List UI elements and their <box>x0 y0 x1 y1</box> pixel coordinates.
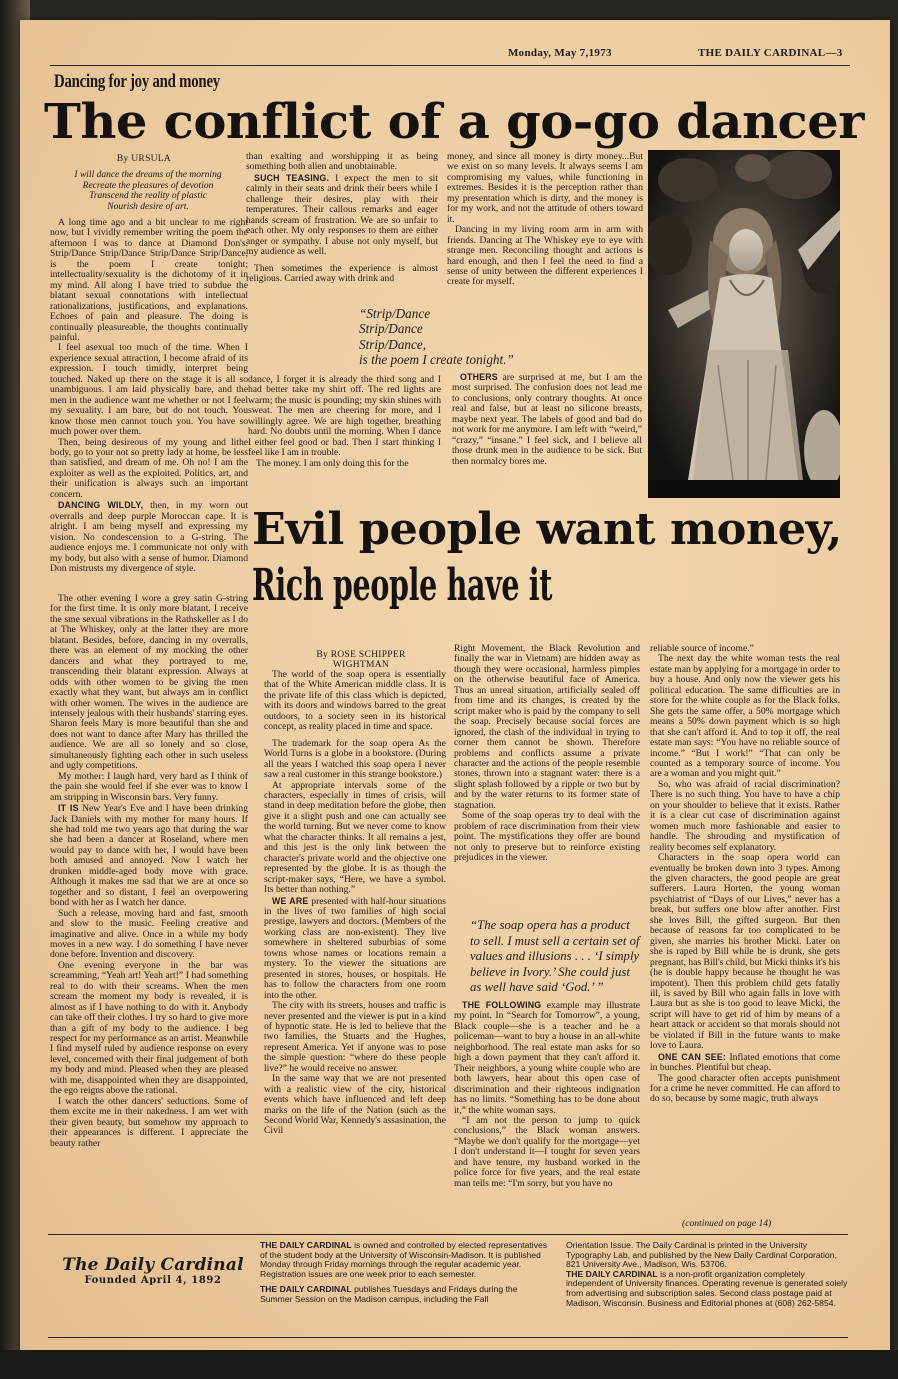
story2-column-a <box>264 670 446 1258</box>
paragraph-lead: SUCH TEASING. <box>254 172 330 183</box>
story2-column-c <box>650 644 840 1216</box>
pullquote-line: Strip/Dance, <box>359 336 427 352</box>
story1-column-2 <box>246 152 438 300</box>
paragraph-lead: WE ARE <box>272 895 309 906</box>
masthead <box>48 1255 258 1286</box>
story2-byline <box>274 650 448 670</box>
story2-pullquote: “The soap opera has a product to sell. I must sell a certain set of values and illusions . . . ‘I simply believe in Ivory.’ She could just as well have said ‘God.’ ” <box>470 918 640 995</box>
story1-column-3-lower <box>452 372 642 482</box>
pullquote-line: is the poem I create tonight.” <box>359 352 514 368</box>
paragraph: The other evening I wore a grey satin G-string for the first time. It is only more blatant. I receive the sme sexual vibrations in the Rathskeller as I do at The Whiskey, only at the latter they are more blatant. Besides, before, dancing in my overralls, there was an element of my mocking the other dancers and what they portrayed to me, transcending their blatant expression. Always at odds with other women to be giving the men exactly what they want, but always am in conflict with other women. The wives in the audience are intensely jealous with their husbands' starring eyes. Sharon feels Mary is more beautiful than she and does not want to dance after Mary has thrilled the audience. We are all so lonely and so close, simultaneously fighting each other in such useless and ugly competitions. <box>50 594 248 772</box>
paragraph-text: are surprised at me, but I am the most surprised. The confusion does not lead me to conclusions, only contrary thoughts. At once real and false, but at least no silicone breasts, maybe next year. The labels of good and bad do not work for me anymore. I am left with “weird,” “crazy,” “insane.” I feel sick, and I believe all those drunk men in the audience to be sick. But then normalcy bores me. <box>452 372 642 467</box>
story1-column-1 <box>50 218 248 626</box>
colophon-right <box>566 1241 848 1308</box>
masthead-founded: Founded April 4, 1892 <box>84 1275 222 1286</box>
paragraph: I feel asexual too much of the time. When I experience sexual attraction, I become afraid of its expression. I touch timidly, interpret being touched. Naked up there on the stage it is all so unambiguous. I am laid physically bare, and the men in the audience want me whether or not I feel my sexuality. I am bare, but do not touch. You know those men cannot touch you. You have so much power over them. <box>50 342 248 438</box>
paragraph: Then, being desireous of my young and lithe body, go to your not so pretty lady at home, be less than satisfied, and dream of me. Oh no! I am the exploiter as well as the exploited. Politics, art, and their unification is always such an important concern. <box>50 436 248 500</box>
colophon-bold: THE DAILY CARDINAL <box>260 1240 352 1250</box>
paragraph-text: New Year's Eve and I have been drinking Jack Daniels with my mother for many hours. If she had told me two years ago that during the war she had been a dancer at Roseland, where men would pay to dance with her, I would have been both amused and annoyed. Now I watch her drunken middle-aged body move with grace. Although it makes me sad that we are at once so together and so distant, I feel an overpowering bond with her as I watch her dance. <box>50 803 248 909</box>
paragraph <box>50 803 248 909</box>
paragraph: “I am not the person to jump to quick conclusions,” the Black woman answers. “Maybe we don't qualify for the mortgage—yet I don't understand it—I tought for seven years and have tenure, my husband worked in the police force for five years, and the real estate man tells me: “I'm sorry, but you have no <box>454 1114 640 1189</box>
story1-column-3 <box>447 152 643 300</box>
folio-rule <box>50 65 850 66</box>
colophon-left <box>260 1241 552 1305</box>
story2-headline-line1: Evil people want money, <box>252 504 842 555</box>
paragraph: The world of the soap opera is essentially that of the White American middle class. It is the private life of this class which is depicted, with its doors and windows barred to the great outdoors, to a society seen in its historical concept, as reality placed in time and space. <box>264 670 446 733</box>
pullquote-line: “Strip/Dance <box>359 306 431 321</box>
paragraph-lead: OTHERS <box>460 372 498 382</box>
story1-pullquote <box>359 306 649 368</box>
paragraph: The trademark for the soap opera As the World Turns is a globe in a bookstore. (During all the years I watched this soap opera I never saw a real customer in this strange bookstore.) <box>264 737 446 781</box>
paragraph-lead: ONE CAN SEE: <box>658 1051 727 1062</box>
dancer-photo-image <box>648 150 840 498</box>
paragraph: At appropriate intervals some of the characters, especially in times of crisis, will stand in deep meditation before the globe, then give it a slight push and one can actually see the world turning. But we never come to know what the character thinks. It all remains a jest, and this jest is the only link between the character's private world and the objective one represented by the globe. It is as though the script-maker says, “Here, we have a symbol. Its better than nothing.” <box>264 779 446 896</box>
colophon-paragraph <box>566 1270 848 1308</box>
story1-epigraph <box>50 170 246 212</box>
continued-line: (continued on page 14) <box>682 1218 772 1229</box>
newspaper-page <box>20 20 890 1352</box>
story1-kicker: Dancing for joy and money <box>54 71 220 92</box>
paragraph: Right Movement, the Black Revolution and finally the war in Vietnam) are hidden away as though they were occasional, harmless pimples on the otherwise beautiful face of America. Thus an unreal situation, artificially sealed off from time and its changes, is created by the script maker who is paid by the company to sell the soap. Precisely because social forces are ignored, the clash of the individual in trying to corner them cannot be shown. Therefore problems and conflicts assume a private character and the actions of the people resemble stones, thrown into a stagnant water: there is a slight splash followed by a ripple or two but by and by the water returns to its former state of stagnation. <box>454 644 640 811</box>
paragraph: Then sometimes the experience is almost religious. Carried away with drink and <box>246 262 438 284</box>
colophon-text: is owned and controlled by elected representatives of the student body at the University of Wisconsin-Madison. It is published Monday through Friday mornings through the regular academic year. <box>260 1240 548 1270</box>
paragraph: dance, I forget it is already the third song and I had better take my shirt off. The red lights are warm; the music is pounding; my skin shines with sweat. The men are cheering for more, and I willingly agree. We are high together, breathing hard. No doubts until the morning. When I dance I either feel good or bad. Then I start thinking I feel like I am in trouble. <box>248 375 441 459</box>
paragraph: The money. I am only doing this for the <box>256 457 409 469</box>
folio-date: Monday, May 7,1973 <box>508 47 612 59</box>
paragraph: The good character often accepts punishment for a crime he never committed. He can afford to do so, because by some magic, truth always <box>650 1072 840 1105</box>
byline-line: By ROSE SCHIPPER <box>316 650 406 660</box>
story1-column-2-lower <box>248 375 441 485</box>
story1-byline: By URSULA <box>116 154 172 164</box>
colophon-paragraph <box>260 1241 552 1270</box>
colophon-text: is a non-profit organization completely independent of University finances. Operating revenue is generated solely from advertising and subscription sales. Second class postage paid at Madison, Wisconsin. Business and Editorial phones at (608) 262-5854. <box>566 1268 848 1308</box>
paragraph <box>264 896 446 1002</box>
colophon-bold: THE DAILY CARDINAL <box>566 1268 658 1279</box>
epigraph-line: Nourish desire of art. <box>107 201 189 212</box>
paragraph: The next day the white woman tests the real estate man by applying for a mortgage in order to buy a house. And only now the viewer gets his political education. The same difficulties are in store for the white couple as for the Black folks. She gets the same offer, a 50% mortgage which means a 50% down payment which is so high that she can't afford it. And to top it off, the real estate man says: “You have no reliable source of income.” “But I work!” “That can only be counted as a temporary source of income. You are a woman and you might quit.” <box>650 653 840 780</box>
colophon <box>48 1234 848 1338</box>
paragraph <box>454 1000 640 1116</box>
dancer-photo <box>648 150 840 498</box>
paragraph-lead: DANCING WILDLY, <box>58 500 144 511</box>
paragraph: than exalting and worshipping it as being something both alien and unobtainable. <box>246 152 438 173</box>
epigraph-line: Recreate the pleasures of devotion <box>82 180 214 191</box>
paragraph-text: then, in my worn out overralls and deep purple Moroccan cape. It is alright. I am being myself and expressing my vision. No condescension to a G-string. The audience enjoys me. I communicate not only with my body, but also with a sense of humor. Diamond Don mistrusts my divergence of style. <box>50 500 248 574</box>
colophon-bold: THE DAILY CARDINAL <box>260 1284 352 1295</box>
byline-line: WIGHTMAN <box>332 660 390 670</box>
paragraph <box>452 372 642 467</box>
epigraph-line: I will dance the dreams of the morning <box>74 170 222 180</box>
paragraph: reliable source of income.” <box>650 644 754 654</box>
paragraph: One evening everyone in the bar was screamming, “Yeah art! Yeah art!” I had something real to do with their screams. When the men scream the moment my body is revealed, it is almost as if I have nothing to do with it. Anybody can take off their clothes. I try so hard to give more than a gift of my body to the audience. I beg respect for my performance as an artist. Meanwhile I find myself ruled by audience response on every level, concerned with their final judgement of both my body and mind. Pleased when they are pleased with me, disappointed when they are disappointed, the ego reigns above the rational. <box>50 959 248 1097</box>
paragraph: So, who was afraid of racial discrimination? There is no such thing. You have to have a chip on your shoulder to believe that it exists. Rather it is a clear cut case of discrimination against women much more fashionable and easier to handle. The shrouding and mystification of reality becomes self explanatory. <box>650 778 840 853</box>
paragraph <box>50 500 248 574</box>
story2-column-b <box>454 644 640 920</box>
pullquote-line: Strip/Dance <box>359 321 423 337</box>
paragraph: In the same way that we are not presented with a realistic view of the city, historical events which have influenced and left deep marks on the life of the Nation (such as the Second World War, Kennedy's assasination, the Civil <box>264 1073 446 1137</box>
paragraph <box>650 1052 840 1074</box>
story1-column-1-lower <box>50 594 248 1254</box>
colophon-paragraph: Registration issues are one week prior to each semester. <box>260 1268 477 1279</box>
page-bottom-shadow <box>0 1350 898 1379</box>
paragraph-text: presented with half-hour situations in the lives of two families of high social prestige, lawyers and doctors. (Members of the working class are non-existent). They live somewhere in sheltered suburbias of some towns whose names or locations remain a mystery. To the viewer the situations are presented in stores, houses, or hospitals. He has to follow the characters from one room into the other. <box>264 895 446 1001</box>
paragraph-lead: IT IS <box>58 803 79 814</box>
paragraph: I watch the other dancers' seductions. Some of them excite me in their nakedness. I am wet with their given beauty, but somehow my approach to their appearances is different. I appreciate the beauty rather <box>50 1095 248 1149</box>
paragraph: Characters in the soap opera world can eventually be broken down into 3 types. Among the given characters, the good people are great sufferers. Laura Horten, the young woman psychiatrist of “Days of our Lives,” never has a break, but suffers one blow after another. First she loves Bill, the gifted surgeon. But then because of reasons far too complicated to be given, she marries his brother Micki. Later on she is raped by Bill while he is drunk, she gets pregnant, has Bill's child, but Micki thinks it's his (he is double happy because he thought he was impotent). Then this problem child gets fatally ill, is saved by Bill who again falls in love with Laura but as she is too good to leave Micki, the script will have to get rid of him by means of a heart attack or accident so that morals should not be violated if Bill in the future wants to make love to Laura. <box>650 852 840 1052</box>
folio-paper-name: THE DAILY CARDINAL—3 <box>698 47 843 59</box>
paragraph: The city with its streets, houses and traffic is never presented and the viewer is put in a kind of hypnotic state. He is led to believe that the two families, the Stuarts and the Hughes, represent America. Yet if anyone was to pose the simple question: “where do these people live?” he would receive no answer. <box>264 1000 446 1074</box>
paragraph: Dancing in my living room arm in arm with friends. Dancing at The Whiskey eye to eye with strange men. Reconciling thought and actions is hard enough, and then I feel the need to find a sense of unity between the different experiences I create for myself. <box>447 224 643 288</box>
paragraph-text: I expect the men to sit calmly in their seats and drink their beers while I challenge their desires, play with their temperatures. Their callous remarks and eager hands scream of frustration. We are so unfair to each other. My only responses to them are either anger or sympathy. I abuse not only myself, but my audience as well. <box>246 172 438 258</box>
paragraph-text: example may illustrate my point. In “Search for Tomorrow”, a young, Black couple—she is a teacher and he a policeman—want to buy a house in an all-white neighborhood. The real estate man asks for so high a down payment that they can't afford it. Their neighbors, a young white couple who are both lawyers, hear about this open case of discrimination and their righteous indignation has no limits. “Something has to be done about it,” the white woman says. <box>454 1000 640 1116</box>
paragraph-text: Inflated emotions that come in bunches. Plentiful but cheap. <box>650 1051 840 1074</box>
story1-headline: The conflict of a go-go dancer <box>44 94 864 150</box>
paragraph: Some of the soap operas try to deal with the problem of race discrimination from their view point. The mystifications they offer are bound not only to preserve but to reinforce existing prejudices in the viewer. <box>454 810 640 864</box>
story2-column-b-lower <box>454 1000 640 1258</box>
paragraph-lead: THE FOLLOWING <box>462 1000 542 1010</box>
paragraph: My mother: I laugh hard, very hard as I think of the pain she would feel if she ever was to know I am stripping in Wisconsin bars. Very funny. <box>50 770 248 803</box>
colophon-paragraph: Orientation Issue. The Daily Cardinal is printed in the University Typography Lab, and published by the New Daily Cardinal Corporation, 821 University Ave., Madison, Wis. 53706. <box>566 1240 837 1270</box>
colophon-paragraph <box>260 1285 552 1304</box>
masthead-name: The Daily Cardinal <box>62 1255 244 1275</box>
paragraph: money, and since all money is dirty money...But we exist on so many levels. It always seems I am compromising my values, while functioning in extremes. Besides it is the perception rather than my presentation which is dirty, and the money is for my work, and not the attitude of others toward it. <box>447 152 643 225</box>
paragraph: A long time ago and a bit unclear to me right now, but I vividly remember writing the poem the afternoon I was to dance at Diamond Don's. Strip/Dance Strip/Dance Strip/Dance Strip/Dance, is the poem I create tonight; intellectuality/sexuality is the dichotomy of it in my mind. All along I have tried to subdue the blatant sexual connotations with intellectual rationalizations, justifications, and explanations. Echoes of pain and pleasure. The doing is continually pleasureable, the thoughts continually painful. <box>50 218 248 343</box>
epigraph-line: Transcend the reality of plastic <box>89 191 207 202</box>
colophon-text: publishes Tuesdays and Fridays during the Summer Session on the Madison campus, including the Fall <box>260 1284 518 1304</box>
paragraph <box>246 173 438 258</box>
story2-headline-line2: Rich people have it <box>252 560 553 611</box>
paragraph: Such a release, moving hard and fast, smooth and slow to the music. Feeling creative and imaginative and alive. Once in a while my body moves in a new way. I do something I have never done before. Invention and discovery. <box>50 907 248 961</box>
